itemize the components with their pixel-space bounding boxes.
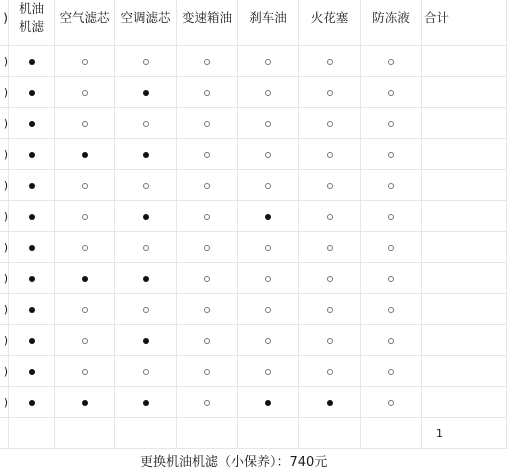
cell-air-filter <box>55 139 115 170</box>
row-mileage-label: ) <box>0 77 9 108</box>
cell-air-filter <box>55 263 115 294</box>
filled-dot-icon <box>29 245 35 251</box>
hollow-circle-icon <box>265 307 271 313</box>
cell-coolant <box>361 263 422 294</box>
cell-total <box>422 46 507 77</box>
cell-spark-plug <box>299 108 361 139</box>
filled-dot-icon <box>29 214 35 220</box>
cell-ac-filter <box>115 294 177 325</box>
hollow-circle-icon <box>204 338 210 344</box>
total-row-blank <box>177 418 238 449</box>
cell-ac-filter <box>115 108 177 139</box>
cell-coolant <box>361 108 422 139</box>
cell-transmission-oil <box>177 356 238 387</box>
cell-transmission-oil <box>177 201 238 232</box>
hollow-circle-icon <box>143 369 149 375</box>
cell-air-filter <box>55 170 115 201</box>
hollow-circle-icon <box>388 338 394 344</box>
hollow-circle-icon <box>265 152 271 158</box>
table-row <box>0 46 507 77</box>
header-air-filter <box>55 0 115 46</box>
row-mileage-label: ) <box>0 387 9 418</box>
filled-dot-icon <box>143 276 149 282</box>
cell-brake-fluid <box>238 263 299 294</box>
hollow-circle-icon <box>204 152 210 158</box>
row-mileage-label: ) <box>0 201 9 232</box>
total-row-blank <box>55 418 115 449</box>
cell-transmission-oil <box>177 170 238 201</box>
cell-air-filter <box>55 232 115 263</box>
hollow-circle-icon <box>327 59 333 65</box>
cell-coolant <box>361 356 422 387</box>
cell-coolant <box>361 77 422 108</box>
cell-air-filter <box>55 356 115 387</box>
header-coolant-label: 防冻液 <box>372 10 410 25</box>
filled-dot-icon <box>265 400 271 406</box>
table-row <box>0 108 507 139</box>
cell-transmission-oil <box>177 46 238 77</box>
cell-spark-plug <box>299 46 361 77</box>
filled-dot-icon <box>327 400 333 406</box>
cell-total <box>422 77 507 108</box>
cell-total <box>422 387 507 418</box>
cell-ac-filter <box>115 139 177 170</box>
row-mileage-label: ) <box>0 356 9 387</box>
cell-air-filter <box>55 294 115 325</box>
hollow-circle-icon <box>143 59 149 65</box>
header-oil-filter <box>9 0 55 46</box>
cell-oil-filter <box>9 201 55 232</box>
filled-dot-icon <box>143 90 149 96</box>
hollow-circle-icon <box>82 59 88 65</box>
header-brake-fluid-label: 刹车油 <box>249 10 287 25</box>
total-row-blank <box>299 418 361 449</box>
cell-ac-filter <box>115 46 177 77</box>
cell-transmission-oil <box>177 232 238 263</box>
cell-air-filter <box>55 46 115 77</box>
header-brake-fluid <box>238 0 299 46</box>
header-spark-plug-label: 火花塞 <box>310 10 349 25</box>
cell-coolant <box>361 294 422 325</box>
table-row <box>0 387 507 418</box>
hollow-circle-icon <box>265 338 271 344</box>
row-mileage-label: ) <box>0 139 9 170</box>
hollow-circle-icon <box>143 307 149 313</box>
cell-spark-plug <box>299 387 361 418</box>
cell-oil-filter <box>9 263 55 294</box>
cell-brake-fluid <box>238 108 299 139</box>
hollow-circle-icon <box>82 369 88 375</box>
cell-transmission-oil <box>177 387 238 418</box>
table-body <box>0 46 507 449</box>
cell-ac-filter <box>115 201 177 232</box>
hollow-circle-icon <box>388 183 394 189</box>
hollow-circle-icon <box>82 90 88 96</box>
hollow-circle-icon <box>388 369 394 375</box>
cell-air-filter <box>55 108 115 139</box>
table-total-row <box>0 418 507 449</box>
filled-dot-icon <box>29 121 35 127</box>
footer-caption: 更换机油机滤（小保养）：740元 <box>140 455 328 470</box>
hollow-circle-icon <box>143 121 149 127</box>
hollow-circle-icon <box>82 121 88 127</box>
filled-dot-icon <box>29 338 35 344</box>
table-row <box>0 356 507 387</box>
row-mileage-label: ) <box>0 232 9 263</box>
cell-spark-plug <box>299 139 361 170</box>
filled-dot-icon <box>29 369 35 375</box>
hollow-circle-icon <box>327 338 333 344</box>
filled-dot-icon <box>143 338 149 344</box>
hollow-circle-icon <box>265 121 271 127</box>
filled-dot-icon <box>29 307 35 313</box>
cell-brake-fluid <box>238 232 299 263</box>
cell-spark-plug <box>299 325 361 356</box>
hollow-circle-icon <box>265 183 271 189</box>
cell-spark-plug <box>299 263 361 294</box>
cell-spark-plug <box>299 356 361 387</box>
header-transmission-oil-label: 变速箱油 <box>181 10 232 25</box>
filled-dot-icon <box>29 59 35 65</box>
table-row <box>0 77 507 108</box>
hollow-circle-icon <box>388 400 394 406</box>
header-mileage-label: ) <box>0 0 9 46</box>
hollow-circle-icon <box>327 214 333 220</box>
cell-oil-filter <box>9 356 55 387</box>
filled-dot-icon <box>143 214 149 220</box>
filled-dot-icon <box>82 152 88 158</box>
table-header-row <box>0 0 507 46</box>
hollow-circle-icon <box>327 369 333 375</box>
header-air-filter-label: 空气滤芯 <box>59 10 110 25</box>
filled-dot-icon <box>265 214 271 220</box>
hollow-circle-icon <box>143 245 149 251</box>
cell-total <box>422 170 507 201</box>
hollow-circle-icon <box>204 400 210 406</box>
hollow-circle-icon <box>265 276 271 282</box>
table-row <box>0 139 507 170</box>
total-row-blank <box>115 418 177 449</box>
hollow-circle-icon <box>82 183 88 189</box>
cell-oil-filter <box>9 46 55 77</box>
cell-transmission-oil <box>177 108 238 139</box>
hollow-circle-icon <box>388 59 394 65</box>
table-row <box>0 294 507 325</box>
cell-transmission-oil <box>177 77 238 108</box>
hollow-circle-icon <box>265 90 271 96</box>
cell-ac-filter <box>115 77 177 108</box>
cell-oil-filter <box>9 387 55 418</box>
cell-spark-plug <box>299 77 361 108</box>
total-row-blank <box>238 418 299 449</box>
filled-dot-icon <box>29 90 35 96</box>
filled-dot-icon <box>29 183 35 189</box>
header-spark-plug <box>299 0 361 46</box>
hollow-circle-icon <box>388 276 394 282</box>
cell-total <box>422 108 507 139</box>
row-mileage-label: ) <box>0 325 9 356</box>
header-transmission-oil <box>177 0 238 46</box>
hollow-circle-icon <box>204 245 210 251</box>
filled-dot-icon <box>143 400 149 406</box>
cell-ac-filter <box>115 387 177 418</box>
filled-dot-icon <box>82 400 88 406</box>
cell-oil-filter <box>9 108 55 139</box>
cell-ac-filter <box>115 170 177 201</box>
cell-total <box>422 294 507 325</box>
cell-coolant <box>361 387 422 418</box>
cell-brake-fluid <box>238 46 299 77</box>
hollow-circle-icon <box>327 121 333 127</box>
table-row <box>0 263 507 294</box>
hollow-circle-icon <box>265 245 271 251</box>
header-coolant <box>361 0 422 46</box>
cell-oil-filter <box>9 232 55 263</box>
table-row <box>0 201 507 232</box>
hollow-circle-icon <box>82 214 88 220</box>
cell-ac-filter <box>115 232 177 263</box>
cell-brake-fluid <box>238 294 299 325</box>
hollow-circle-icon <box>327 152 333 158</box>
cell-spark-plug <box>299 294 361 325</box>
filled-dot-icon <box>29 152 35 158</box>
header-ac-filter <box>115 0 177 46</box>
cell-brake-fluid <box>238 387 299 418</box>
cell-total <box>422 201 507 232</box>
cell-transmission-oil <box>177 294 238 325</box>
total-row-blank <box>0 418 9 449</box>
cell-total <box>422 356 507 387</box>
hollow-circle-icon <box>204 121 210 127</box>
cell-total <box>422 232 507 263</box>
cell-transmission-oil <box>177 139 238 170</box>
cell-spark-plug <box>299 201 361 232</box>
cell-ac-filter <box>115 325 177 356</box>
hollow-circle-icon <box>327 307 333 313</box>
hollow-circle-icon <box>327 245 333 251</box>
hollow-circle-icon <box>265 59 271 65</box>
total-row-blank <box>9 418 55 449</box>
hollow-circle-icon <box>204 214 210 220</box>
header-ac-filter-label: 空调滤芯 <box>120 10 171 25</box>
cell-air-filter <box>55 201 115 232</box>
cell-coolant <box>361 139 422 170</box>
row-mileage-label: ) <box>0 170 9 201</box>
cell-coolant <box>361 232 422 263</box>
cell-oil-filter <box>9 139 55 170</box>
row-mileage-label: ) <box>0 294 9 325</box>
hollow-circle-icon <box>204 59 210 65</box>
filled-dot-icon <box>29 276 35 282</box>
hollow-circle-icon <box>204 307 210 313</box>
hollow-circle-icon <box>388 90 394 96</box>
cell-ac-filter <box>115 356 177 387</box>
header-total <box>422 0 507 46</box>
hollow-circle-icon <box>265 369 271 375</box>
hollow-circle-icon <box>204 369 210 375</box>
cell-brake-fluid <box>238 170 299 201</box>
hollow-circle-icon <box>82 307 88 313</box>
cell-coolant <box>361 325 422 356</box>
header-total-label: 合计 <box>424 10 450 25</box>
cell-coolant <box>361 46 422 77</box>
cell-brake-fluid <box>238 77 299 108</box>
cell-spark-plug <box>299 232 361 263</box>
hollow-circle-icon <box>204 90 210 96</box>
header-oil-filter-label: 机油 机滤 <box>18 1 44 34</box>
cell-oil-filter <box>9 294 55 325</box>
hollow-circle-icon <box>388 307 394 313</box>
cell-coolant <box>361 170 422 201</box>
row-mileage-label: ) <box>0 46 9 77</box>
cell-ac-filter <box>115 263 177 294</box>
cell-brake-fluid <box>238 356 299 387</box>
row-mileage-label: ) <box>0 108 9 139</box>
table-row <box>0 170 507 201</box>
hollow-circle-icon <box>82 245 88 251</box>
cell-brake-fluid <box>238 201 299 232</box>
total-row-blank <box>361 418 422 449</box>
cell-oil-filter <box>9 325 55 356</box>
hollow-circle-icon <box>143 183 149 189</box>
hollow-circle-icon <box>204 276 210 282</box>
hollow-circle-icon <box>327 90 333 96</box>
cell-brake-fluid <box>238 325 299 356</box>
hollow-circle-icon <box>388 152 394 158</box>
row-mileage-label: ) <box>0 263 9 294</box>
cell-total <box>422 325 507 356</box>
cell-spark-plug <box>299 170 361 201</box>
cell-oil-filter <box>9 77 55 108</box>
hollow-circle-icon <box>388 214 394 220</box>
hollow-circle-icon <box>327 183 333 189</box>
cell-total <box>422 263 507 294</box>
cell-air-filter <box>55 77 115 108</box>
table-row <box>0 325 507 356</box>
total-value: 1 <box>422 418 507 449</box>
filled-dot-icon <box>143 152 149 158</box>
hollow-circle-icon <box>204 183 210 189</box>
cell-coolant <box>361 201 422 232</box>
hollow-circle-icon <box>327 276 333 282</box>
hollow-circle-icon <box>82 338 88 344</box>
cell-brake-fluid <box>238 139 299 170</box>
filled-dot-icon <box>29 400 35 406</box>
cell-transmission-oil <box>177 325 238 356</box>
hollow-circle-icon <box>388 245 394 251</box>
cell-transmission-oil <box>177 263 238 294</box>
filled-dot-icon <box>82 276 88 282</box>
table-row <box>0 232 507 263</box>
cell-air-filter <box>55 325 115 356</box>
cell-total <box>422 139 507 170</box>
hollow-circle-icon <box>388 121 394 127</box>
cell-air-filter <box>55 387 115 418</box>
cell-oil-filter <box>9 170 55 201</box>
